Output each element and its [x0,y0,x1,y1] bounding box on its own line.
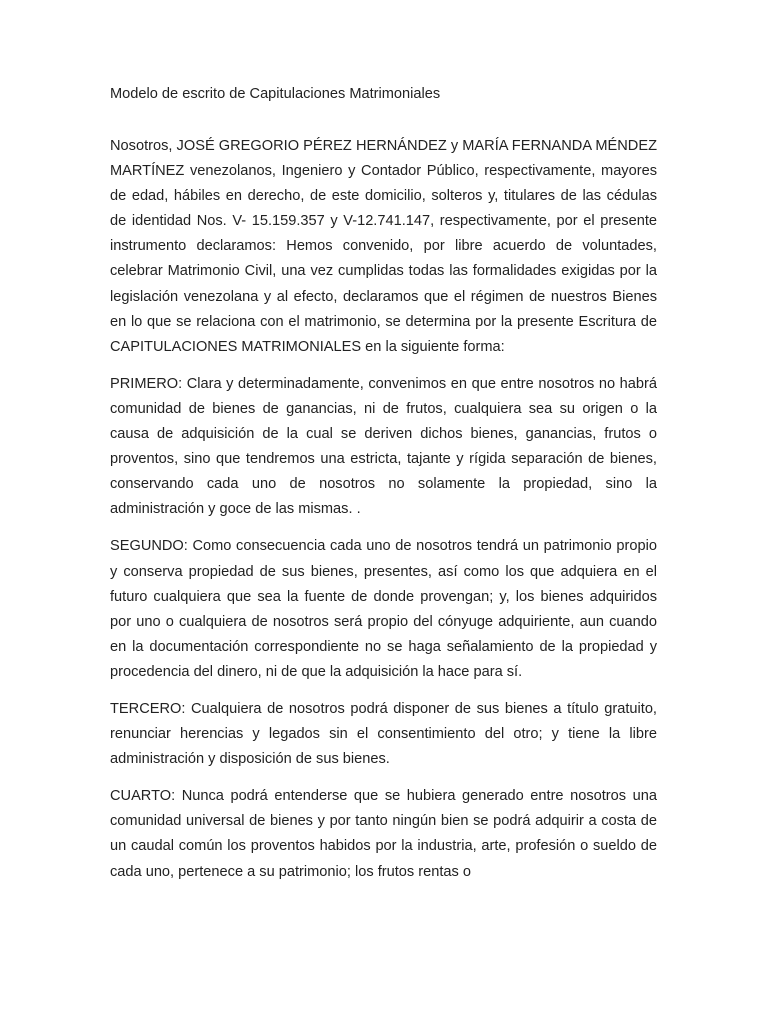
paragraph-primero: PRIMERO: Clara y determinadamente, convenimos en que entre nosotros no habrá comunidad de bienes de ganancias, ni de frutos, cualquiera sea su origen o la causa de adquisición de la cual se deriven dichos bienes, ganancias, frutos o proventos, sino que tendremos una estricta, tajante y rígida separación de bienes, conservando cada uno de nosotros no solamente la propiedad, sino la administración y goce de las mismas. . [110,375,657,518]
paragraph-segundo: SEGUNDO: Como consecuencia cada uno de nosotros tendrá un patrimonio propio y conserva propiedad de sus bienes, presentes, así como los que adquiera en el futuro cualquiera que sea la fuente de donde provengan; y, los bienes adquiridos por uno o cualquiera de nosotros será propio del cónyuge adquiriente, aun cuando en la documentación correspondiente no se haga señalamiento de la propiedad y procedencia del dinero, ni de que la adquisición la hace para sí. [110,538,657,680]
paragraph-cuarto: CUARTO: Nunca podrá entenderse que se hubiera generado entre nosotros una comunidad universal de bienes y por tanto ningún bien se podrá adquirir a costa de un caudal común los proventos habidos por la industria, arte, profesión o sueldo de cada uno, pertenece a su patrimonio; los frutos rentas o [110,788,657,880]
paragraph-tercero: TERCERO: Cualquiera de nosotros podrá disponer de sus bienes a título gratuito, renunciar herencias y legados sin el consentimiento del otro; y tiene la libre administración y disposición de sus bienes. [110,700,657,768]
paragraph-intro: Nosotros, JOSÉ GREGORIO PÉREZ HERNÁNDEZ y MARÍA FERNANDA MÉNDEZ MARTÍNEZ venezolanos, Ingeniero y Contador Público, respectivamente, mayores de edad, hábiles en derecho, de este domicilio, solteros y, titulares de las cédulas de identidad Nos. V- 15.159.357 y V-12.741.147, respectivamente, por el presente instrumento declaramos: Hemos convenido, por libre acuerdo de voluntades, celebrar Matrimonio Civil, una vez cumplidas todas las formalidades exigidas por la legislación venezolana y al efecto, declaramos que el régimen de nuestros Bienes en lo que se relaciona con el matrimonio, se determina por la presente Escritura de CAPITULACIONES MATRIMONIALES en la siguiente forma: [110,138,657,355]
document-body [110,82,657,897]
document-title: Modelo de escrito de Capitulaciones Matrimoniales [110,86,441,102]
